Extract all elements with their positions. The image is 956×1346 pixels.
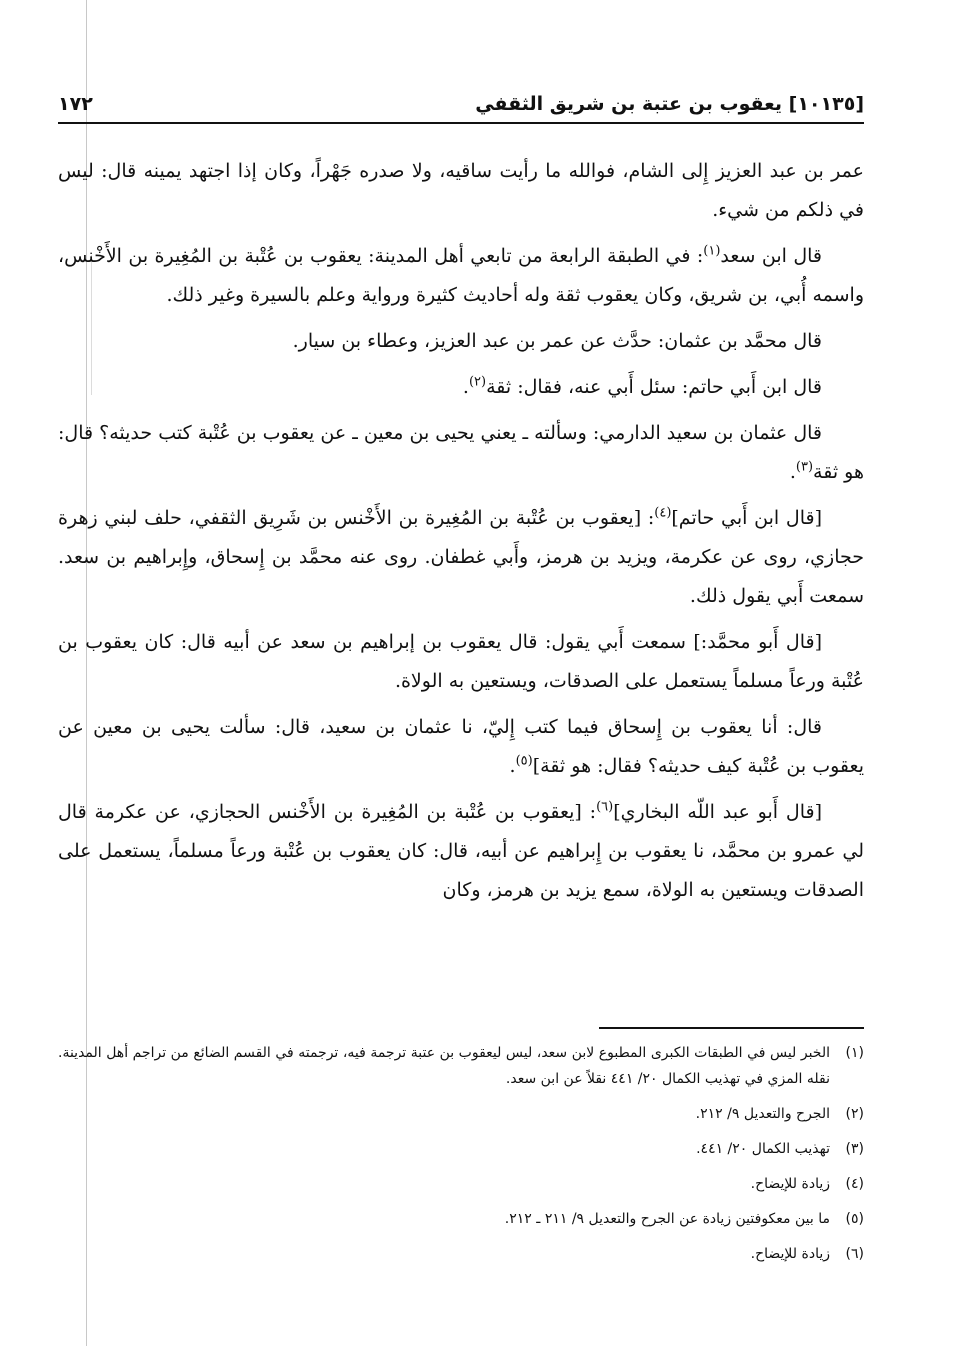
paragraph [58, 152, 864, 230]
footnote-marker: (٦) [596, 799, 614, 815]
paragraph-text: قال: أنا يعقوب بن إِسحاق فيما كتب إِليّ، نا عثمان بن سعيد، قال: سألت يحيى بن معين عن يعقوب بن عُتْبة كيف حديثه؟ فقال: هو ثقة] [58, 716, 864, 777]
paragraph-text: عمر بن عبد العزيز إِلى الشام، فوالله ما رأيت ساقيه، ولا صدره جَهْراً، وكان إذا اجتهد يمينه قال: ليس في ذلكم من شيء. [58, 160, 864, 221]
footnote-text: زيادة للإيضاح. [750, 1246, 830, 1262]
paragraph-text: قال محمَّد بن عثمان: حدَّث عن عمر بن عبد العزيز، وعطاء بن سيار. [292, 330, 822, 352]
header-title: [١٠١٣٥] يعقوب بن عتبة بن شريق الثقفي [475, 93, 864, 115]
footnote-text: الخبر ليس في الطبقات الكبرى المطبوع لابن سعد، ليس ليعقوب بن عتبة ترجمة فيه، ترجمته في القسم الضائع من تراجم أهل المدينة. نقله المزي في تهذيب الكمال ٢٠/ ٤٤١ نقلاً عن ابن سعد. [58, 1045, 830, 1087]
footnote-marker: (٢) [468, 374, 487, 390]
footnote [58, 1101, 864, 1127]
paragraph-text: : [يعقوب بن عُتْبة بن المُغِيرة بن الأَخْنس الحجازي، عن عكرمة قال لي عمرو بن محمَّد، نا يعقوب بن إِبراهيم عن أبيه، قال: كان يعقوب بن عُتْبة ورعاً مسلماً، يستعمل على الصدقات ويستعين به الولاة، سمع يزيد بن هرمز، وكان [58, 801, 864, 901]
paragraph-text: [قال ابن أَبي حاتم] [671, 507, 822, 529]
footnote-text: الجرح والتعديل ٩/ ٢١٢. [695, 1106, 830, 1122]
footnote [58, 1136, 864, 1162]
paragraph-text: : [يعقوب بن عُتْبة بن المُغِيرة بن الأَخْنس بن شَرِيق الثقفي، حلف لبني زهرة حجازي، روى عن عكرمة، ويزيد بن هرمز، وأَبي غطفان. روى عنه محمَّد بن إِسحاق، وإِبراهيم بن سعد. سمعت أَبي يقول ذلك. [58, 507, 864, 607]
footnote-marker: (٥) [515, 753, 533, 769]
paragraph-text: قال عثمان بن سعيد الدارمي: وسألته ـ يعني يحيى بن معين ـ عن يعقوب بن عُتْبة كتب حديثه؟ قال: هو ثقة [58, 422, 864, 483]
footnote-number: (٤) [845, 1176, 864, 1192]
footnote-number: (٢) [845, 1106, 864, 1122]
paragraph [58, 368, 864, 407]
paragraph-text: [قال أَبو عبد اللّه البخاري] [613, 801, 822, 823]
footnote-number: (٦) [845, 1246, 864, 1262]
paragraph [58, 499, 864, 616]
footnote-text: تهذيب الكمال ٢٠/ ٤٤١. [696, 1141, 830, 1157]
footnote-number: (٣) [845, 1141, 864, 1157]
paragraph-text: قال ابن سعد [720, 245, 822, 267]
paragraph-text: : في الطبقة الرابعة من تابعي أهل المدينة: يعقوب بن عُتْبة بن المُغِيرة بن الأَخْنس، واسمه أُبي، بن شريق، وكان يعقوب ثقة وله أحاديث كثيرة ورواية وعلم بالسيرة وغير ذلك. [58, 245, 864, 306]
footnote-number: (٥) [845, 1211, 864, 1227]
footnote-text: ما بين معكوفتين زيادة عن الجرح والتعديل ٩/ ٢١١ ـ ٢١٢. [504, 1211, 830, 1227]
footnotes [58, 1040, 864, 1276]
header-rule [58, 122, 864, 124]
footnote-text: زيادة للإيضاح. [750, 1176, 830, 1192]
paragraph [58, 322, 864, 361]
paragraph-text: . [789, 461, 796, 483]
footnote-marker: (١) [703, 243, 721, 259]
paragraph [58, 708, 864, 786]
paragraph [58, 237, 864, 315]
paragraph-text: . [462, 376, 469, 398]
paragraph [58, 414, 864, 492]
paragraph [58, 793, 864, 910]
footnote [58, 1206, 864, 1232]
footnote-marker: (٤) [654, 505, 672, 521]
footnote-rule [599, 1027, 864, 1029]
page-header [58, 86, 864, 122]
paragraph-text: قال ابن أَبي حاتم: سئل أَبي عنه، فقال: ثقة [486, 376, 822, 398]
footnote-number: (١) [845, 1045, 864, 1061]
footnote [58, 1171, 864, 1197]
footnote-marker: (٣) [795, 459, 814, 475]
page-number: ١٧٢ [58, 93, 93, 115]
paragraph [58, 623, 864, 701]
footnote [58, 1241, 864, 1267]
main-text [58, 152, 864, 917]
paragraph-text: [قال أَبو محمَّد:] سمعت أَبي يقول: قال يعقوب بن إبراهيم بن سعد عن أبيه قال: كان يعقوب بن عُتْبة ورعاً مسلماً يستعمل على الصدقات، ويستعين به الولاة. [58, 631, 864, 692]
paragraph-text: . [509, 755, 516, 777]
footnote [58, 1040, 864, 1092]
